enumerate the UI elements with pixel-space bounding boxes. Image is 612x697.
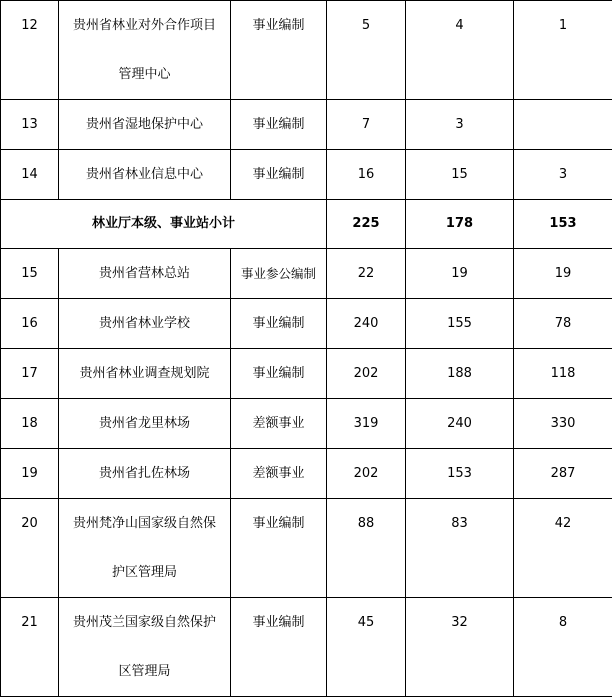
unit-name-cell <box>59 100 231 150</box>
value-1: 16 <box>327 150 405 185</box>
value-cell <box>514 249 612 299</box>
value-1: 202 <box>327 449 405 484</box>
subtotal-value-1: 225 <box>327 214 405 234</box>
row-number-cell <box>1 598 59 697</box>
unit-name-line: 贵州省龙里林场 <box>59 399 230 448</box>
value-cell <box>327 150 406 200</box>
staffing-type-cell <box>231 1 327 100</box>
value-2: 4 <box>406 1 513 36</box>
value-cell <box>327 100 406 150</box>
subtotal-value-cell <box>406 200 514 249</box>
value-3: 330 <box>514 399 612 434</box>
value-cell <box>514 499 612 598</box>
staffing-type: 差额事业 <box>231 449 326 484</box>
row-number-cell <box>1 349 59 399</box>
unit-name-line: 贵州省湿地保护中心 <box>59 100 230 149</box>
staffing-type-cell <box>231 449 327 499</box>
row-number: 12 <box>1 1 58 36</box>
value-2: 83 <box>406 499 513 534</box>
value-cell <box>406 299 514 349</box>
value-3: 287 <box>514 449 612 484</box>
subtotal-value-2: 178 <box>406 214 513 234</box>
table-row <box>1 499 612 598</box>
value-cell <box>327 449 406 499</box>
value-2: 188 <box>406 349 513 384</box>
row-number: 18 <box>1 399 58 434</box>
row-number-cell <box>1 100 59 150</box>
value-cell <box>327 299 406 349</box>
staffing-type: 差额事业 <box>231 399 326 434</box>
staffing-type: 事业编制 <box>231 499 326 534</box>
value-cell <box>327 598 406 697</box>
unit-name-cell <box>59 299 231 349</box>
value-2: 32 <box>406 598 513 633</box>
table-row <box>1 1 612 100</box>
table-row <box>1 349 612 399</box>
subtotal-row <box>1 200 612 249</box>
row-number-cell <box>1 1 59 100</box>
staffing-type: 事业编制 <box>231 349 326 384</box>
unit-name-line: 贵州省林业对外合作项目 <box>59 1 230 50</box>
value-cell <box>514 349 612 399</box>
unit-name-cell <box>59 1 231 100</box>
row-number-cell <box>1 449 59 499</box>
unit-name-line: 贵州省林业学校 <box>59 299 230 348</box>
value-2: 19 <box>406 249 513 284</box>
unit-name-line: 贵州茂兰国家级自然保护 <box>59 598 230 647</box>
value-cell <box>327 499 406 598</box>
table-row <box>1 150 612 200</box>
value-cell <box>406 1 514 100</box>
value-1: 22 <box>327 249 405 284</box>
subtotal-value-3: 153 <box>514 214 612 234</box>
unit-name-cell <box>59 499 231 598</box>
value-3: 3 <box>514 150 612 185</box>
value-1: 88 <box>327 499 405 534</box>
unit-name-cell <box>59 399 231 449</box>
row-number-cell <box>1 150 59 200</box>
staffing-type: 事业参公编制 <box>231 249 326 284</box>
row-number: 21 <box>1 598 58 633</box>
value-cell <box>514 449 612 499</box>
unit-name-line: 区管理局 <box>59 647 230 696</box>
value-cell <box>406 100 514 150</box>
value-3: 78 <box>514 299 612 334</box>
value-cell <box>327 349 406 399</box>
staffing-type-cell <box>231 499 327 598</box>
table-row <box>1 449 612 499</box>
unit-name-line: 贵州梵净山国家级自然保 <box>59 499 230 548</box>
unit-name-line: 贵州省林业信息中心 <box>59 150 230 199</box>
staffing-type-cell <box>231 100 327 150</box>
staffing-type: 事业编制 <box>231 1 326 36</box>
staffing-type-cell <box>231 399 327 449</box>
value-cell <box>406 499 514 598</box>
value-1: 45 <box>327 598 405 633</box>
value-3: 8 <box>514 598 612 633</box>
staffing-type-cell <box>231 598 327 697</box>
value-3: 42 <box>514 499 612 534</box>
value-cell <box>327 1 406 100</box>
row-number-cell <box>1 399 59 449</box>
subtotal-value-cell <box>514 200 612 249</box>
value-cell <box>514 1 612 100</box>
unit-name-line: 管理中心 <box>59 50 230 99</box>
table-row <box>1 598 612 697</box>
table-row <box>1 299 612 349</box>
subtotal-label: 林业厅本级、事业站小计 <box>1 214 326 234</box>
row-number: 19 <box>1 449 58 484</box>
row-number-cell <box>1 499 59 598</box>
subtotal-value-cell <box>327 200 406 249</box>
staffing-type-cell <box>231 299 327 349</box>
unit-name-cell <box>59 349 231 399</box>
value-cell <box>406 449 514 499</box>
row-number: 17 <box>1 349 58 384</box>
unit-name-line: 贵州省营林总站 <box>59 249 230 298</box>
row-number: 13 <box>1 100 58 135</box>
value-cell <box>514 100 612 150</box>
unit-name-line: 护区管理局 <box>59 548 230 597</box>
unit-name-cell <box>59 598 231 697</box>
value-cell <box>514 150 612 200</box>
value-cell <box>514 399 612 449</box>
unit-name-cell <box>59 249 231 299</box>
value-1: 202 <box>327 349 405 384</box>
value-2: 240 <box>406 399 513 434</box>
value-1: 240 <box>327 299 405 334</box>
value-cell <box>327 399 406 449</box>
value-3: 19 <box>514 249 612 284</box>
staffing-type: 事业编制 <box>231 150 326 185</box>
value-cell <box>406 598 514 697</box>
unit-name-line: 贵州省扎佐林场 <box>59 449 230 498</box>
staffing-type: 事业编制 <box>231 598 326 633</box>
value-cell <box>406 399 514 449</box>
unit-name-cell <box>59 150 231 200</box>
staffing-type: 事业编制 <box>231 100 326 135</box>
value-1: 319 <box>327 399 405 434</box>
table-row <box>1 100 612 150</box>
subtotal-label-cell <box>1 200 327 249</box>
table-row <box>1 399 612 449</box>
value-3: 1 <box>514 1 612 36</box>
table-row <box>1 249 612 299</box>
value-1: 5 <box>327 1 405 36</box>
row-number: 14 <box>1 150 58 185</box>
value-cell <box>514 299 612 349</box>
value-cell <box>406 249 514 299</box>
staffing-type-cell <box>231 349 327 399</box>
row-number-cell <box>1 299 59 349</box>
unit-name-line: 贵州省林业调查规划院 <box>59 349 230 398</box>
unit-name-cell <box>59 449 231 499</box>
row-number-cell <box>1 249 59 299</box>
value-cell <box>514 598 612 697</box>
value-2: 153 <box>406 449 513 484</box>
value-cell <box>406 349 514 399</box>
staffing-type-cell <box>231 150 327 200</box>
value-2: 15 <box>406 150 513 185</box>
value-3: 118 <box>514 349 612 384</box>
staffing-type-cell <box>231 249 327 299</box>
row-number: 15 <box>1 249 58 284</box>
row-number: 16 <box>1 299 58 334</box>
value-2: 155 <box>406 299 513 334</box>
row-number: 20 <box>1 499 58 534</box>
value-cell <box>406 150 514 200</box>
value-1: 7 <box>327 100 405 135</box>
staffing-type: 事业编制 <box>231 299 326 334</box>
value-3 <box>514 100 612 115</box>
value-cell <box>327 249 406 299</box>
value-2: 3 <box>406 100 513 135</box>
